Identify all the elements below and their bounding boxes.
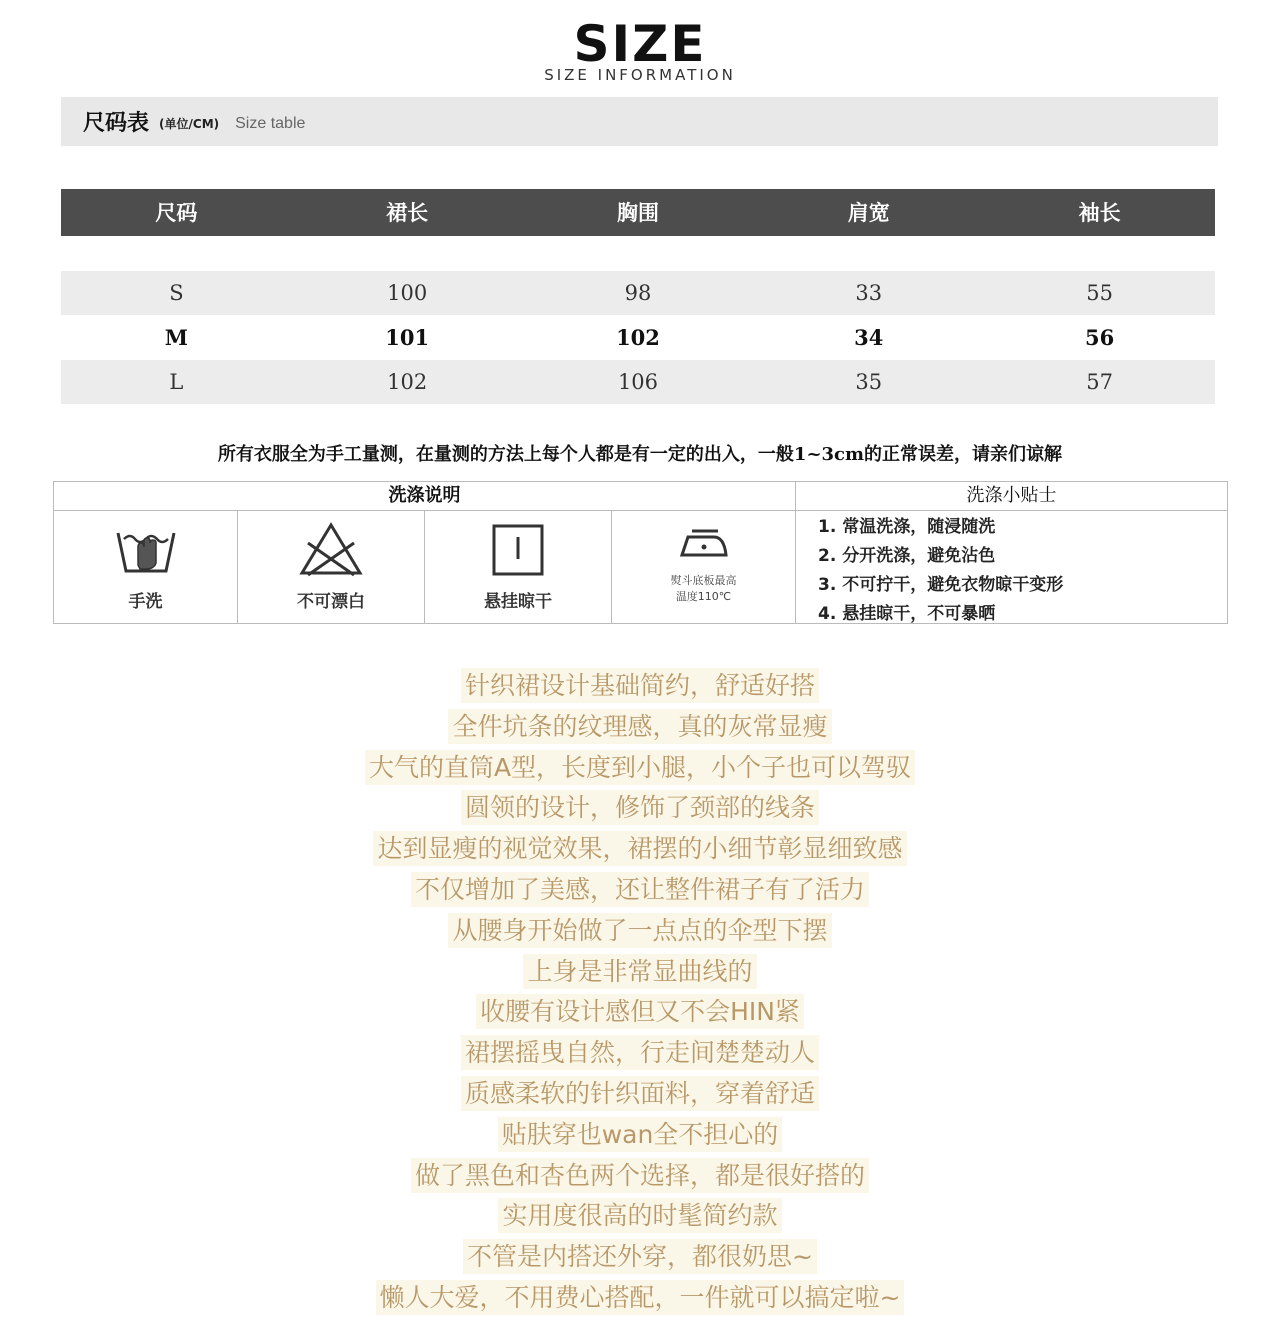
promo-line: 圆领的设计，修饰了颈部的线条 xyxy=(461,790,819,825)
no-bleach-icon xyxy=(298,521,364,577)
section-unit: (单位/CM) xyxy=(159,117,220,131)
promo-line: 针织裙设计基础简约，舒适好搭 xyxy=(461,668,819,703)
promo-line: 收腰有设计感但又不会HIN紧 xyxy=(476,994,804,1029)
promo-line: 达到显瘦的视觉效果，裙摆的小细节彰显细致感 xyxy=(373,831,906,866)
table-cell: 100 xyxy=(387,281,428,305)
care-symbol-iron xyxy=(612,511,796,623)
promo-line: 质感柔软的针织面料，穿着舒适 xyxy=(461,1076,819,1111)
hang-dry-icon xyxy=(491,523,545,577)
promo-line: 不管是内搭还外穿，都很奶思~ xyxy=(463,1239,817,1274)
table-cell: 33 xyxy=(855,281,883,305)
table-row xyxy=(61,271,1215,315)
table-cell: 106 xyxy=(617,370,659,394)
column-header: 尺码 xyxy=(155,200,198,225)
table-row xyxy=(61,316,1215,360)
hand-wash-label: 手洗 xyxy=(128,592,163,612)
column-header: 袖长 xyxy=(1078,200,1121,225)
care-symbol-hand-wash xyxy=(54,511,238,623)
promo-line: 裙摆摇曳自然，行走间楚楚动人 xyxy=(461,1035,819,1070)
table-cell: L xyxy=(169,370,184,394)
promo-line: 实用度很高的时髦简约款 xyxy=(498,1198,781,1233)
measurement-note: 所有衣服全为手工量测，在量测的方法上每个人都是有一定的出入，一般1~3cm的正常误差，请亲们谅解 xyxy=(217,444,1063,465)
promo-line: 不仅增加了美感，还让整件裙子有了活力 xyxy=(411,872,869,907)
care-symbol-hang-dry xyxy=(425,511,612,623)
care-instructions-title: 洗涤说明 xyxy=(54,482,796,511)
table-cell: 34 xyxy=(854,325,884,350)
iron-label-line2: 温度110℃ xyxy=(675,590,732,603)
promo-line: 做了黑色和杏色两个选择，都是很好搭的 xyxy=(411,1158,869,1193)
table-cell: S xyxy=(169,281,184,305)
hang-dry-label: 悬挂晾干 xyxy=(484,592,552,612)
table-cell: 55 xyxy=(1086,281,1113,305)
care-tips-title: 洗涤小贴士 xyxy=(796,482,1227,511)
promo-line: 全件坑条的纹理感，真的灰常显瘦 xyxy=(448,709,831,744)
care-tips-list xyxy=(796,511,1227,623)
promo-line: 懒人大爱，不用费心搭配，一件就可以搞定啦~ xyxy=(376,1280,905,1315)
care-tip: 3. 不可拧干，避免衣物晾干变形 xyxy=(818,575,1064,595)
promo-line: 贴肤穿也wan全不担心的 xyxy=(498,1117,783,1152)
table-cell: 57 xyxy=(1086,370,1113,394)
table-row xyxy=(61,360,1215,404)
promo-line: 上身是非常显曲线的 xyxy=(523,954,756,989)
iron-label-line1: 熨斗底板最高 xyxy=(670,574,737,587)
table-cell: 102 xyxy=(387,370,428,394)
section-title: 尺码表 xyxy=(83,111,150,136)
promo-line: 大气的直筒A型，长度到小腿，小个子也可以驾驭 xyxy=(365,750,915,785)
care-tip: 4. 悬挂晾干，不可暴晒 xyxy=(818,604,996,624)
page-title: SIZE xyxy=(573,15,707,73)
size-section-bar xyxy=(61,97,1218,146)
no-bleach-label: 不可漂白 xyxy=(297,592,365,612)
column-header: 裙长 xyxy=(386,200,429,225)
iron-icon xyxy=(678,525,730,561)
size-table-header xyxy=(61,189,1215,236)
hand-wash-icon xyxy=(114,525,178,577)
column-header: 肩宽 xyxy=(847,200,890,225)
promo-copy xyxy=(0,668,1280,1321)
care-table xyxy=(53,481,1228,624)
table-cell: 101 xyxy=(385,325,430,350)
table-cell: M xyxy=(164,325,189,350)
section-english-title: Size table xyxy=(235,114,306,132)
table-cell: 35 xyxy=(855,370,883,394)
table-cell: 102 xyxy=(616,325,660,350)
page-subtitle: SIZE INFORMATION xyxy=(544,66,736,84)
care-symbol-no-bleach xyxy=(238,511,425,623)
table-cell: 98 xyxy=(624,281,652,305)
promo-line: 从腰身开始做了一点点的伞型下摆 xyxy=(448,913,831,948)
table-cell: 56 xyxy=(1084,325,1115,350)
column-header: 胸围 xyxy=(616,200,659,225)
care-tip: 2. 分开洗涤，避免沾色 xyxy=(818,546,996,566)
care-tip: 1. 常温洗涤，随浸随洗 xyxy=(818,517,996,537)
